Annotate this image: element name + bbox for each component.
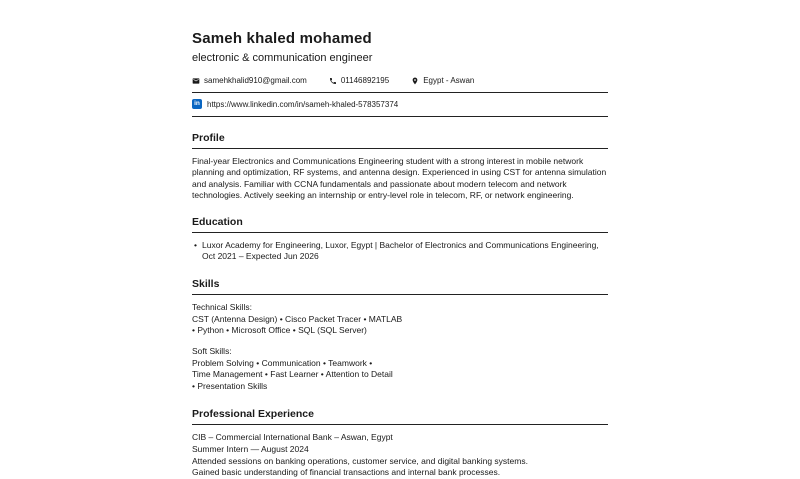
technical-skills-line: • Python • Microsoft Office • SQL (SQL Server): [192, 325, 367, 336]
location-pin-icon: [411, 77, 419, 85]
soft-skills-block: [192, 346, 608, 393]
education-item: [192, 240, 608, 263]
soft-skills-line: • Presentation Skills: [192, 381, 268, 392]
contact-phone: [329, 76, 389, 85]
education-item-text: • Luxor Academy for Engineering, Luxor, Egypt | Bachelor of Electronics and Communications Engineering, Oct 2021 – Expected Jun 2026: [201, 240, 599, 262]
experience-company: CIB – Commercial International Bank – Aswan, Egypt: [192, 431, 393, 442]
email-link[interactable]: samehkhalid910@gmail.com: [204, 76, 307, 85]
experience-detail: Gained basic understanding of financial transactions and internal bank processes.: [192, 467, 501, 478]
soft-skills-line: Time Management • Fast Learner • Attention to Detail: [192, 369, 393, 380]
technical-skills-line: CST (Antenna Design) • Cisco Packet Tracer • MATLAB: [192, 313, 403, 324]
technical-skills-label: Technical Skills:: [192, 301, 252, 312]
experience-role-date: Summer Intern — August 2024: [192, 443, 309, 454]
soft-skills-label: Soft Skills:: [192, 345, 232, 356]
profile-text: Final-year Electronics and Communications Engineering student with a strong interest in mobile network planning and optimization, RF systems, and antenna design. Experienced in using CST for antenna simulation and analysis. Familiar with CCNA fundamentals and passionate about modern telecom and network technologies. Actively seeking an internship or entry-level role in telecom, RF, or network engineering.: [192, 156, 607, 200]
contact-location: [411, 76, 474, 85]
linkedin-row: [192, 93, 608, 116]
phone-icon: [329, 77, 337, 85]
phone-number: 01146892195: [340, 76, 390, 85]
contact-email: [192, 76, 307, 85]
resume-page: [192, 30, 608, 479]
section-heading-profile: Profile: [192, 132, 608, 149]
email-icon: [192, 77, 200, 85]
soft-skills-line: Problem Solving • Communication • Teamwork •: [192, 357, 373, 368]
divider: [192, 116, 608, 117]
section-heading-education: Education: [192, 216, 608, 233]
linkedin-icon: in: [192, 99, 202, 109]
section-heading-experience: Professional Experience: [192, 408, 608, 425]
candidate-title: electronic & communication engineer: [192, 52, 373, 64]
experience-detail: Attended sessions on banking operations, customer service, and digital banking systems.: [192, 455, 528, 466]
section-heading-skills: Skills: [192, 278, 608, 295]
location-text: Egypt - Aswan: [423, 76, 475, 85]
candidate-name: Sameh khaled mohamed: [192, 30, 372, 47]
linkedin-link[interactable]: https://www.linkedin.com/in/sameh-khaled-578357374: [207, 99, 399, 109]
technical-skills-block: [192, 302, 608, 337]
contact-row: [192, 76, 608, 92]
